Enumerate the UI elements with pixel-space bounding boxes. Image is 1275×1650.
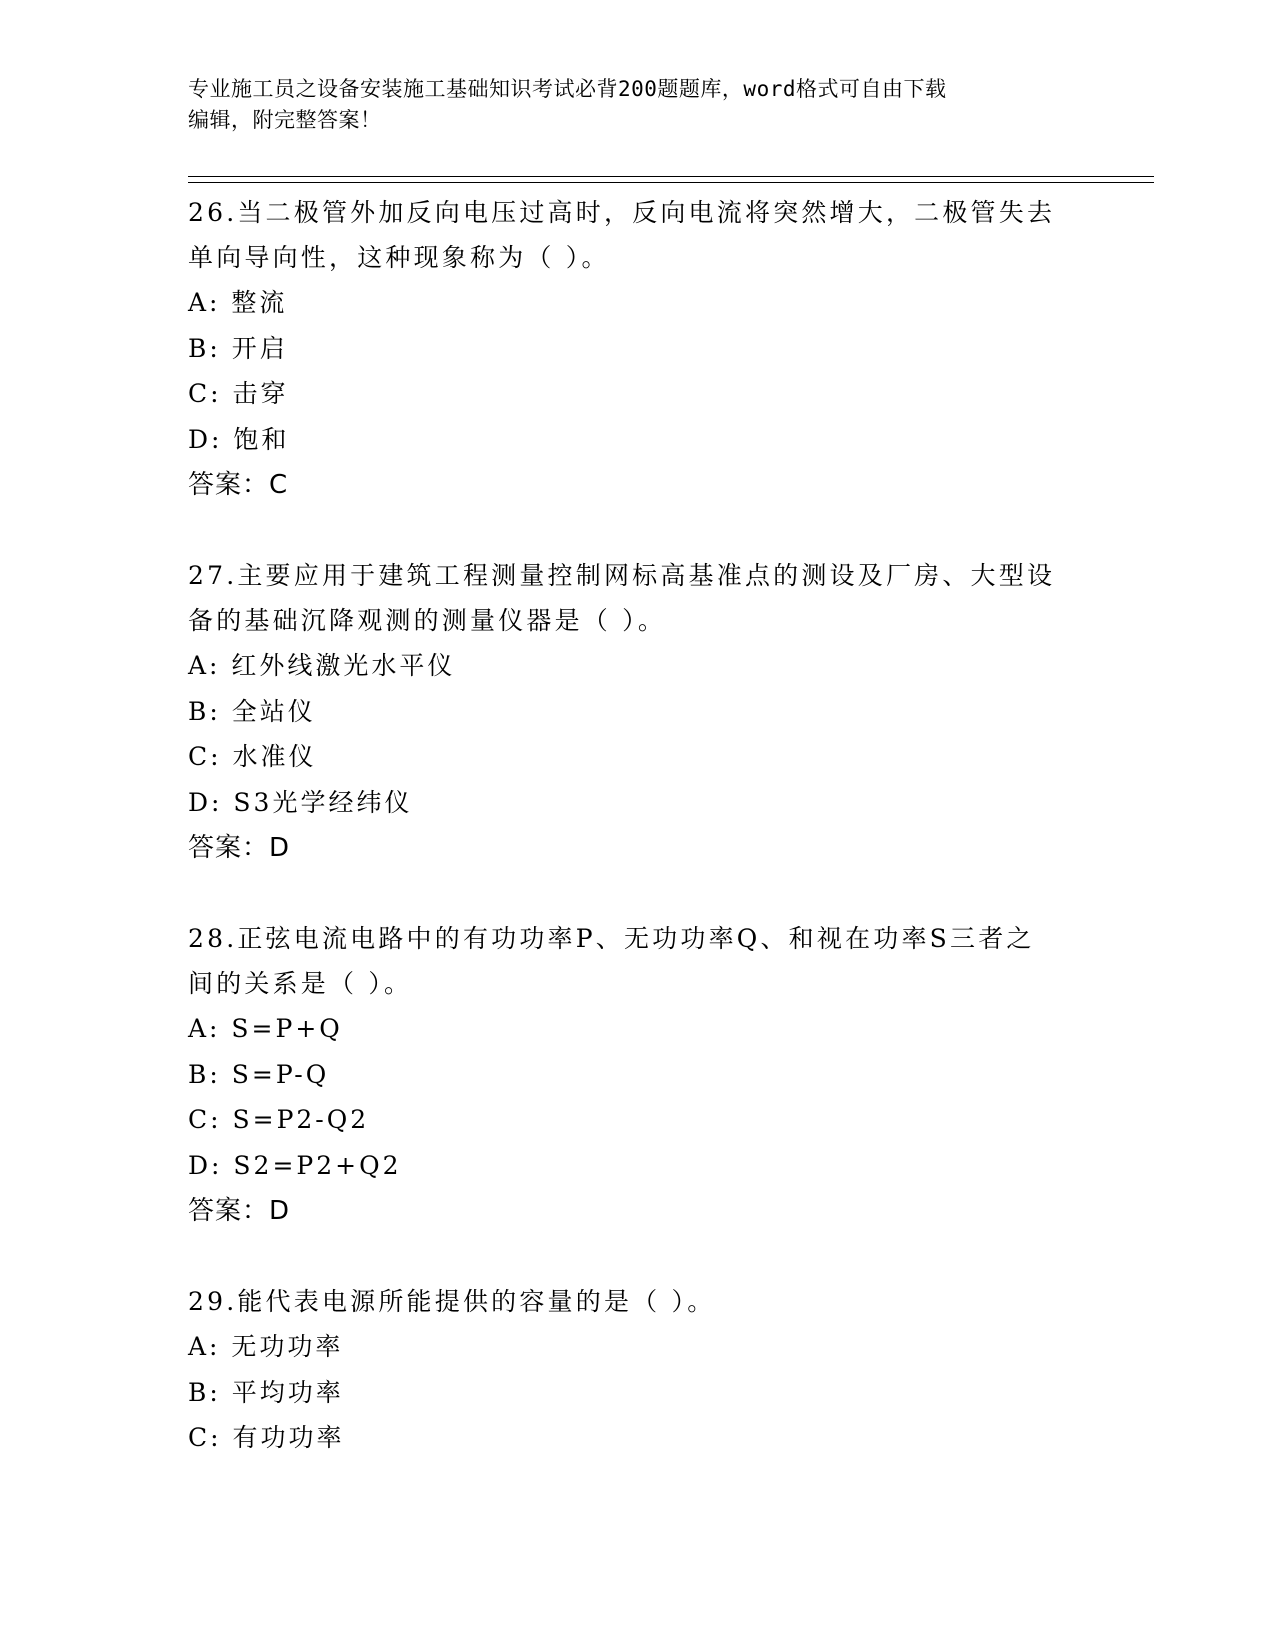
option-d: D: S2=P2+Q2 — [188, 1150, 402, 1180]
option-c: C: S=P2-Q2 — [188, 1105, 370, 1134]
question-stem-line-2: 单向导向性，这种现象称为（ ）。 — [188, 243, 610, 272]
question-stem-line-1: 28.正弦电流电路中的有功功率P、无功功率Q、和视在功率S三者之 — [188, 924, 1035, 953]
question-28 — [188, 916, 1088, 1234]
question-26 — [188, 190, 1088, 508]
answer-line: 答案：D — [188, 1196, 291, 1226]
option-b: B: 全站仪 — [188, 696, 316, 726]
option-b: B: S=P-Q — [188, 1059, 330, 1089]
option-b: B: 开启 — [188, 333, 288, 363]
question-stem-line-2: 备的基础沉降观测的测量仪器是（ ）。 — [188, 606, 667, 635]
option-a: A: 无功功率 — [188, 1332, 344, 1361]
option-c: C: 击穿 — [188, 379, 289, 408]
document-title — [188, 74, 1078, 136]
document-title-line-2: 编辑，附完整答案！ — [188, 108, 382, 132]
question-stem-line-1: 27.主要应用于建筑工程测量控制网标高基准点的测设及厂房、大型设 — [188, 561, 1056, 590]
question-27 — [188, 553, 1088, 871]
option-c: C: 有功功率 — [188, 1423, 345, 1452]
answer-line: 答案：D — [188, 833, 291, 863]
option-a: A: 红外线激光水平仪 — [188, 651, 456, 680]
question-stem-line-1: 26.当二极管外加反向电压过高时，反向电流将突然增大，二极管失去 — [188, 198, 1056, 227]
option-b: B: 平均功率 — [188, 1377, 344, 1407]
option-a: A: 整流 — [188, 288, 288, 317]
option-a: A: S=P+Q — [188, 1014, 343, 1043]
document-title-line-1: 专业施工员之设备安装施工基础知识考试必背200题题库，word格式可自由下载 — [188, 77, 947, 101]
question-stem-line-1: 29.能代表电源所能提供的容量的是（ ）。 — [188, 1287, 716, 1316]
question-29 — [188, 1279, 1088, 1461]
header-divider-top — [188, 176, 1154, 177]
header-divider-bottom — [188, 182, 1154, 183]
question-stem-line-2: 间的关系是（ ）。 — [188, 969, 413, 998]
answer-line: 答案：C — [188, 470, 289, 500]
option-c: C: 水准仪 — [188, 742, 317, 771]
question-list — [188, 190, 1088, 1506]
option-d: D: S3光学经纬仪 — [188, 787, 413, 817]
option-d: D: 饱和 — [188, 424, 290, 454]
